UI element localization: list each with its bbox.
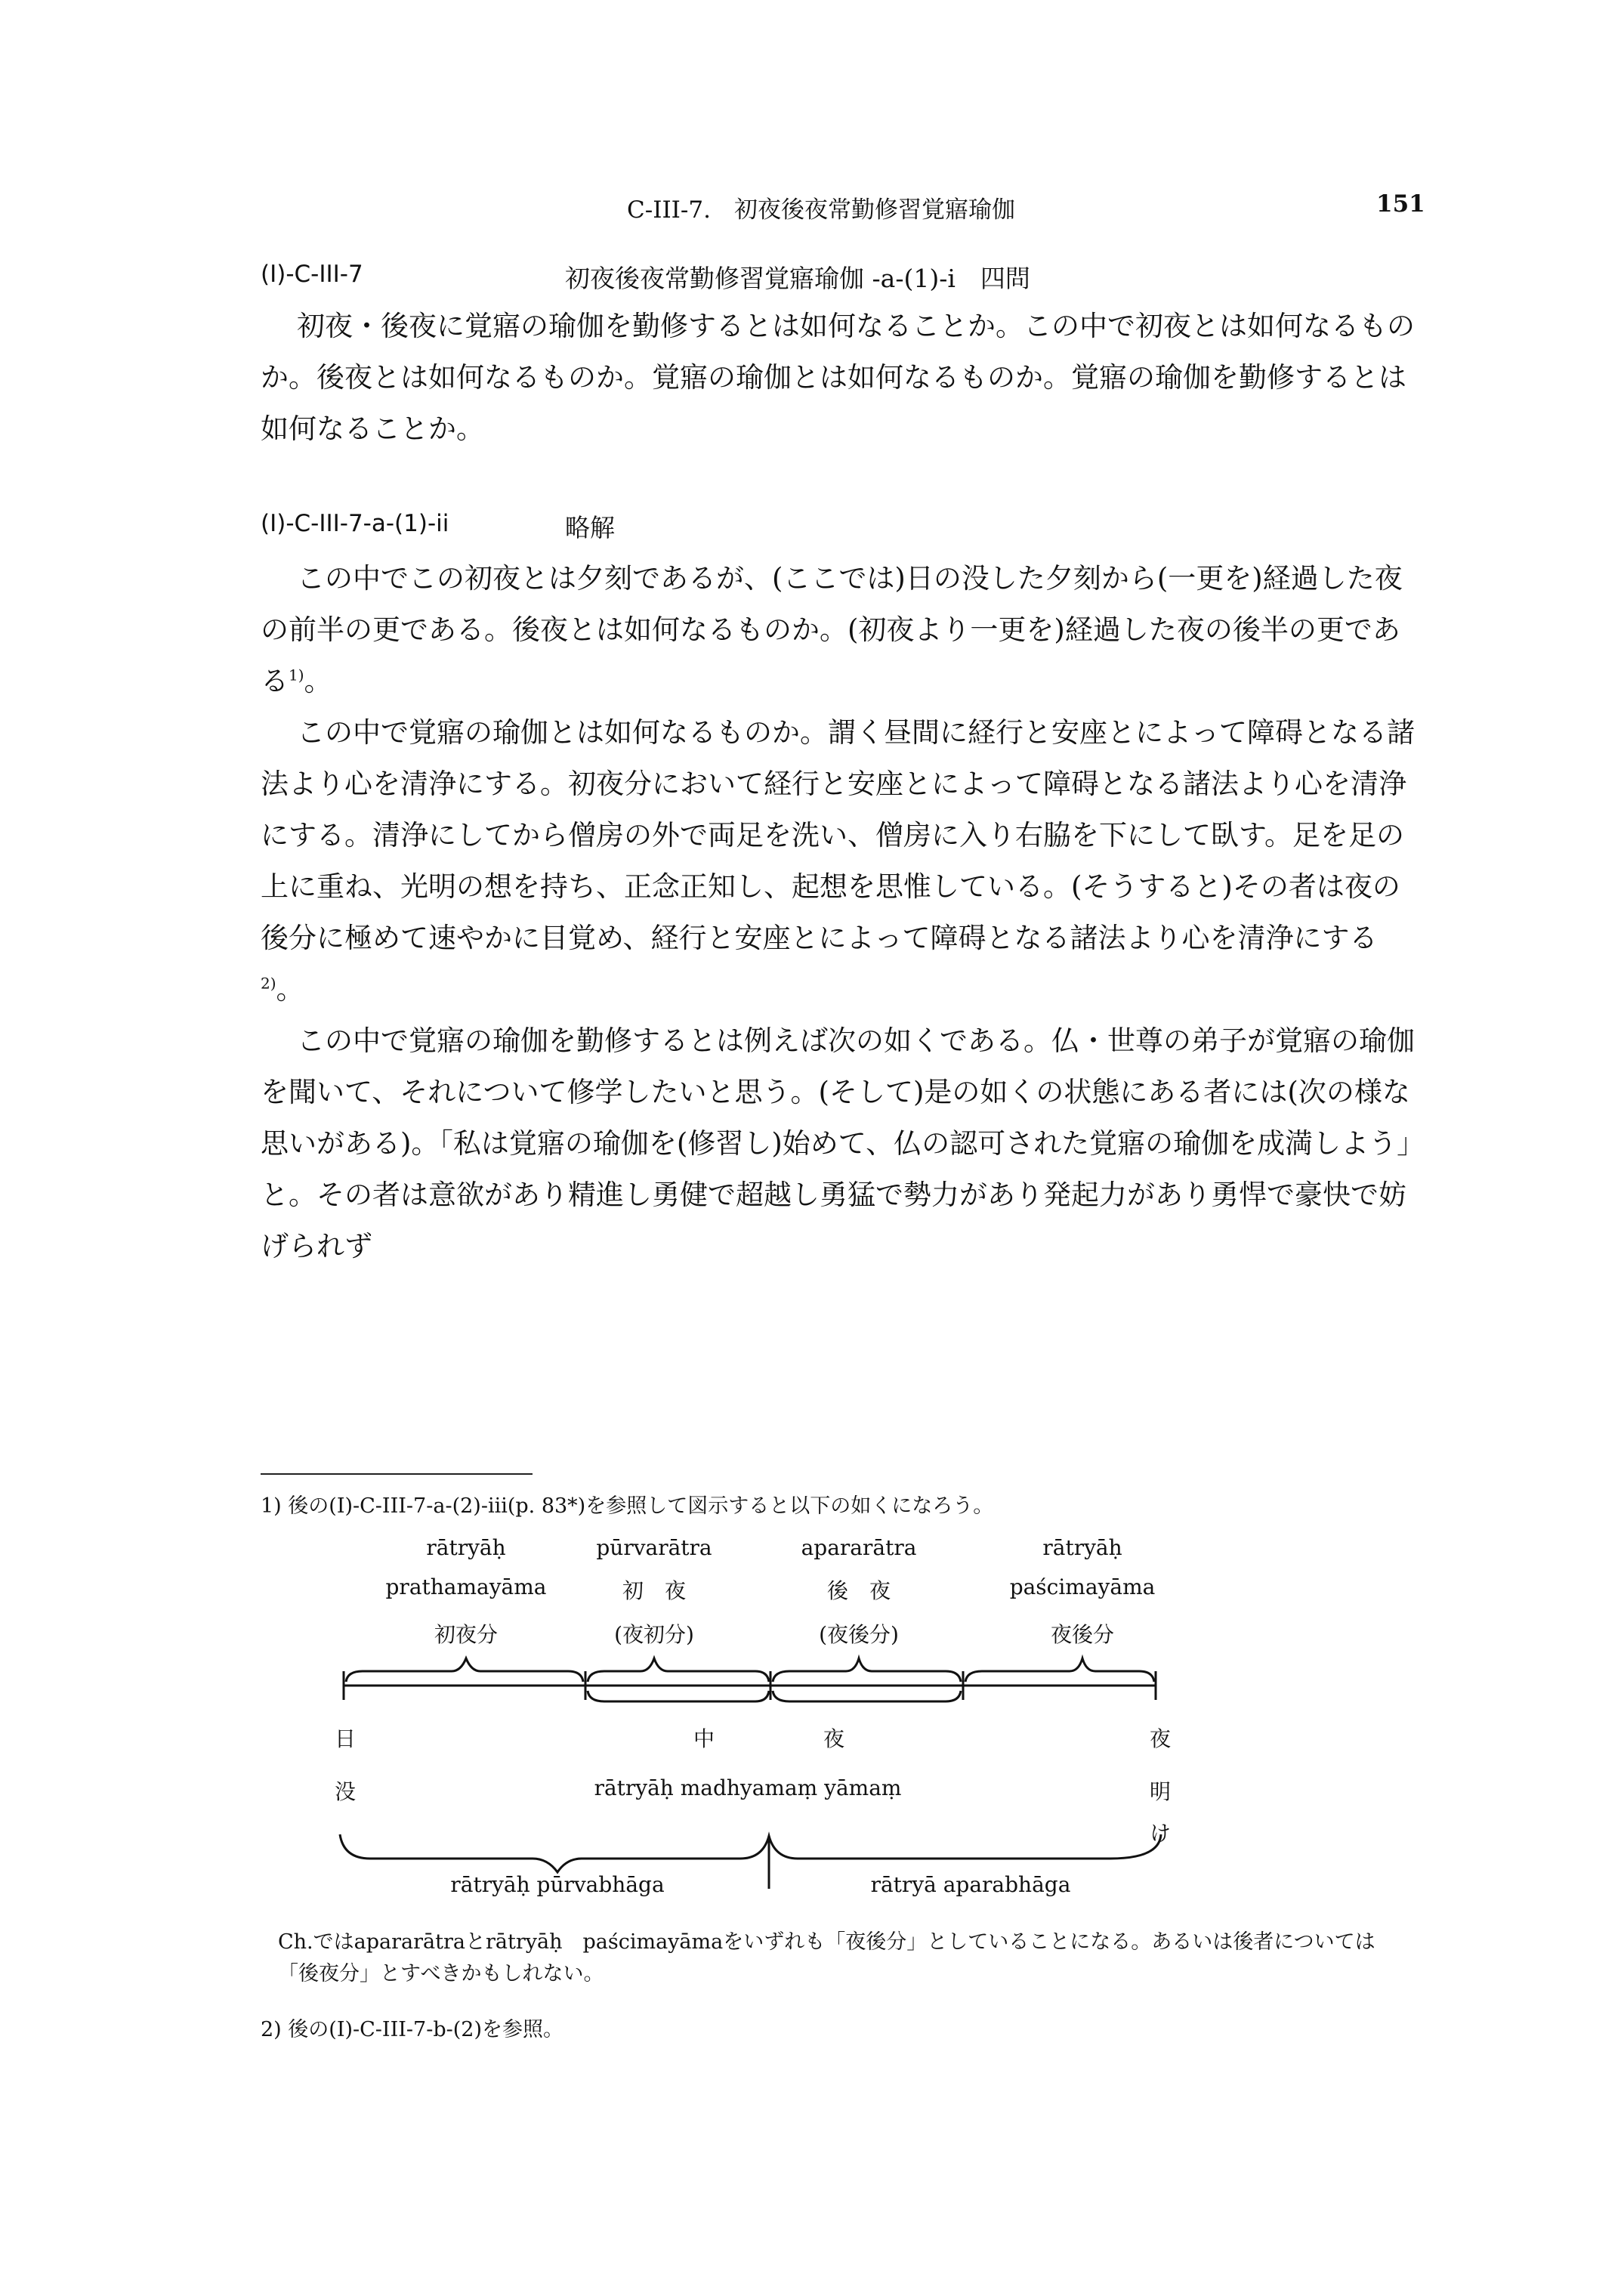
- brace-mid: [773, 1691, 961, 1701]
- brace-mid: [588, 1691, 769, 1701]
- diagram-label: 後 夜: [826, 1578, 891, 1603]
- brace-bottom: [340, 1834, 1161, 1872]
- section-title: 略解: [565, 513, 615, 542]
- footnote-ref[interactable]: 1): [289, 666, 304, 684]
- brace-top: [773, 1658, 961, 1682]
- page-number: 151: [1376, 190, 1425, 218]
- diagram-label: 初夜分: [434, 1622, 499, 1647]
- footnote-ref[interactable]: 2): [261, 974, 276, 993]
- paragraph: 初夜・後夜に覚寤の瑜伽を勤修するとは如何なることか。この中で初夜とは如何なるものか。後夜とは如何なるものか。覚寤の瑜伽とは如何なるものか。覚寤の瑜伽を勤修するとは如何なることか。: [261, 310, 1415, 445]
- diagram-label: (夜初分): [614, 1622, 694, 1647]
- diagram-label: 夜後分: [1050, 1622, 1115, 1647]
- diagram-label: prathamayāma: [385, 1574, 547, 1599]
- section-title: 初夜後夜常勤修習覚寤瑜伽 -a-(1)-i 四問: [565, 264, 1030, 293]
- brace-top: [965, 1658, 1154, 1682]
- diagram-label: rātryāḥ: [426, 1535, 506, 1560]
- section-number: (I)-C-III-7-a-(1)-ii: [261, 510, 449, 537]
- diagram-label: 明: [1150, 1779, 1172, 1804]
- diagram-label: 没: [335, 1779, 357, 1804]
- diagram-label: paścimayāma: [1009, 1574, 1156, 1599]
- paragraph: この中で覚寤の瑜伽を勤修するとは例えば次の如くである。仏・世尊の弟子が覚寤の瑜伽を聞いて、それについて修学したいと思う。(そして)是の如くの状態にある者には(次の様な思いがある)。「私は覚寤の瑜伽を(修習し)始めて、仏の認可された覚寤の瑜伽を成満しよう」と。その者は意欲があり精進し勇健で超越し勇猛で勢力があり発起力があり勇悍で豪快で妨げられず: [261, 1024, 1415, 1262]
- diagram-label: rātryāḥ madhyamaṃ yāmaṃ: [594, 1775, 902, 1800]
- diagram-label: rātryāḥ: [1042, 1535, 1122, 1560]
- paragraph: この中で覚寤の瑜伽とは如何なるものか。謂く昼間に経行と安座とによって障碍となる諸法より心を清浄にする。初夜分において経行と安座とによって障碍となる諸法より心を清浄にする。清浄にしてから僧房の外で両足を洗い、僧房に入り右脇を下にして臥す。足を足の上に重ね、光明の想を持ち、正念正知し、起想を思惟している。(そうすると)その者は夜の後分に極めて速やかに目覚め、経行と安座とによって障碍となる諸法より心を清浄にする$^{2)}$。: [261, 716, 1415, 1006]
- footnote-2: 2) 後の(I)-C-III-7-b-(2)を参照。: [261, 2018, 564, 2041]
- diagram-label: け: [1150, 1821, 1172, 1846]
- diagram-label: apararātra: [801, 1535, 917, 1560]
- diagram-label: 日: [335, 1726, 357, 1751]
- diagram-label: rātryā aparabhāga: [870, 1872, 1071, 1897]
- diagram-label: 中: [693, 1726, 715, 1751]
- running-header: C-III-7. 初夜後夜常勤修習覚寤瑜伽: [627, 196, 1015, 224]
- paragraph: この中でこの初夜とは夕刻であるが、(ここでは)日の没した夕刻から(一更を)経過した夜の前半の更である。後夜とは如何なるものか。(初夜より一更を)経過した夜の後半の更である$^{1)}$。: [261, 562, 1403, 697]
- diagram-label: rātryāḥ pūrvabhāga: [450, 1872, 665, 1897]
- brace-top: [588, 1658, 769, 1682]
- diagram-label: 夜: [823, 1726, 845, 1751]
- diagram-label: 初 夜: [622, 1578, 687, 1603]
- section-number: (I)-C-III-7: [261, 261, 363, 288]
- diagram-label: 夜: [1150, 1726, 1172, 1751]
- brace-top: [346, 1658, 583, 1682]
- diagram-label: (夜後分): [819, 1622, 899, 1647]
- footnote-note: Ch.ではapararātraとrātryāḥ paścimayāmaをいずれも「夜後分」としていることになる。あるいは後者については「後夜分」とすべきかもしれない。: [278, 1930, 1375, 1985]
- diagram-label: pūrvarātra: [596, 1535, 712, 1560]
- footnote-1: 1) 後の(I)-C-III-7-a-(2)-iii(p. 83*)を参照して図示すると以下の如くになろう。: [261, 1494, 994, 1518]
